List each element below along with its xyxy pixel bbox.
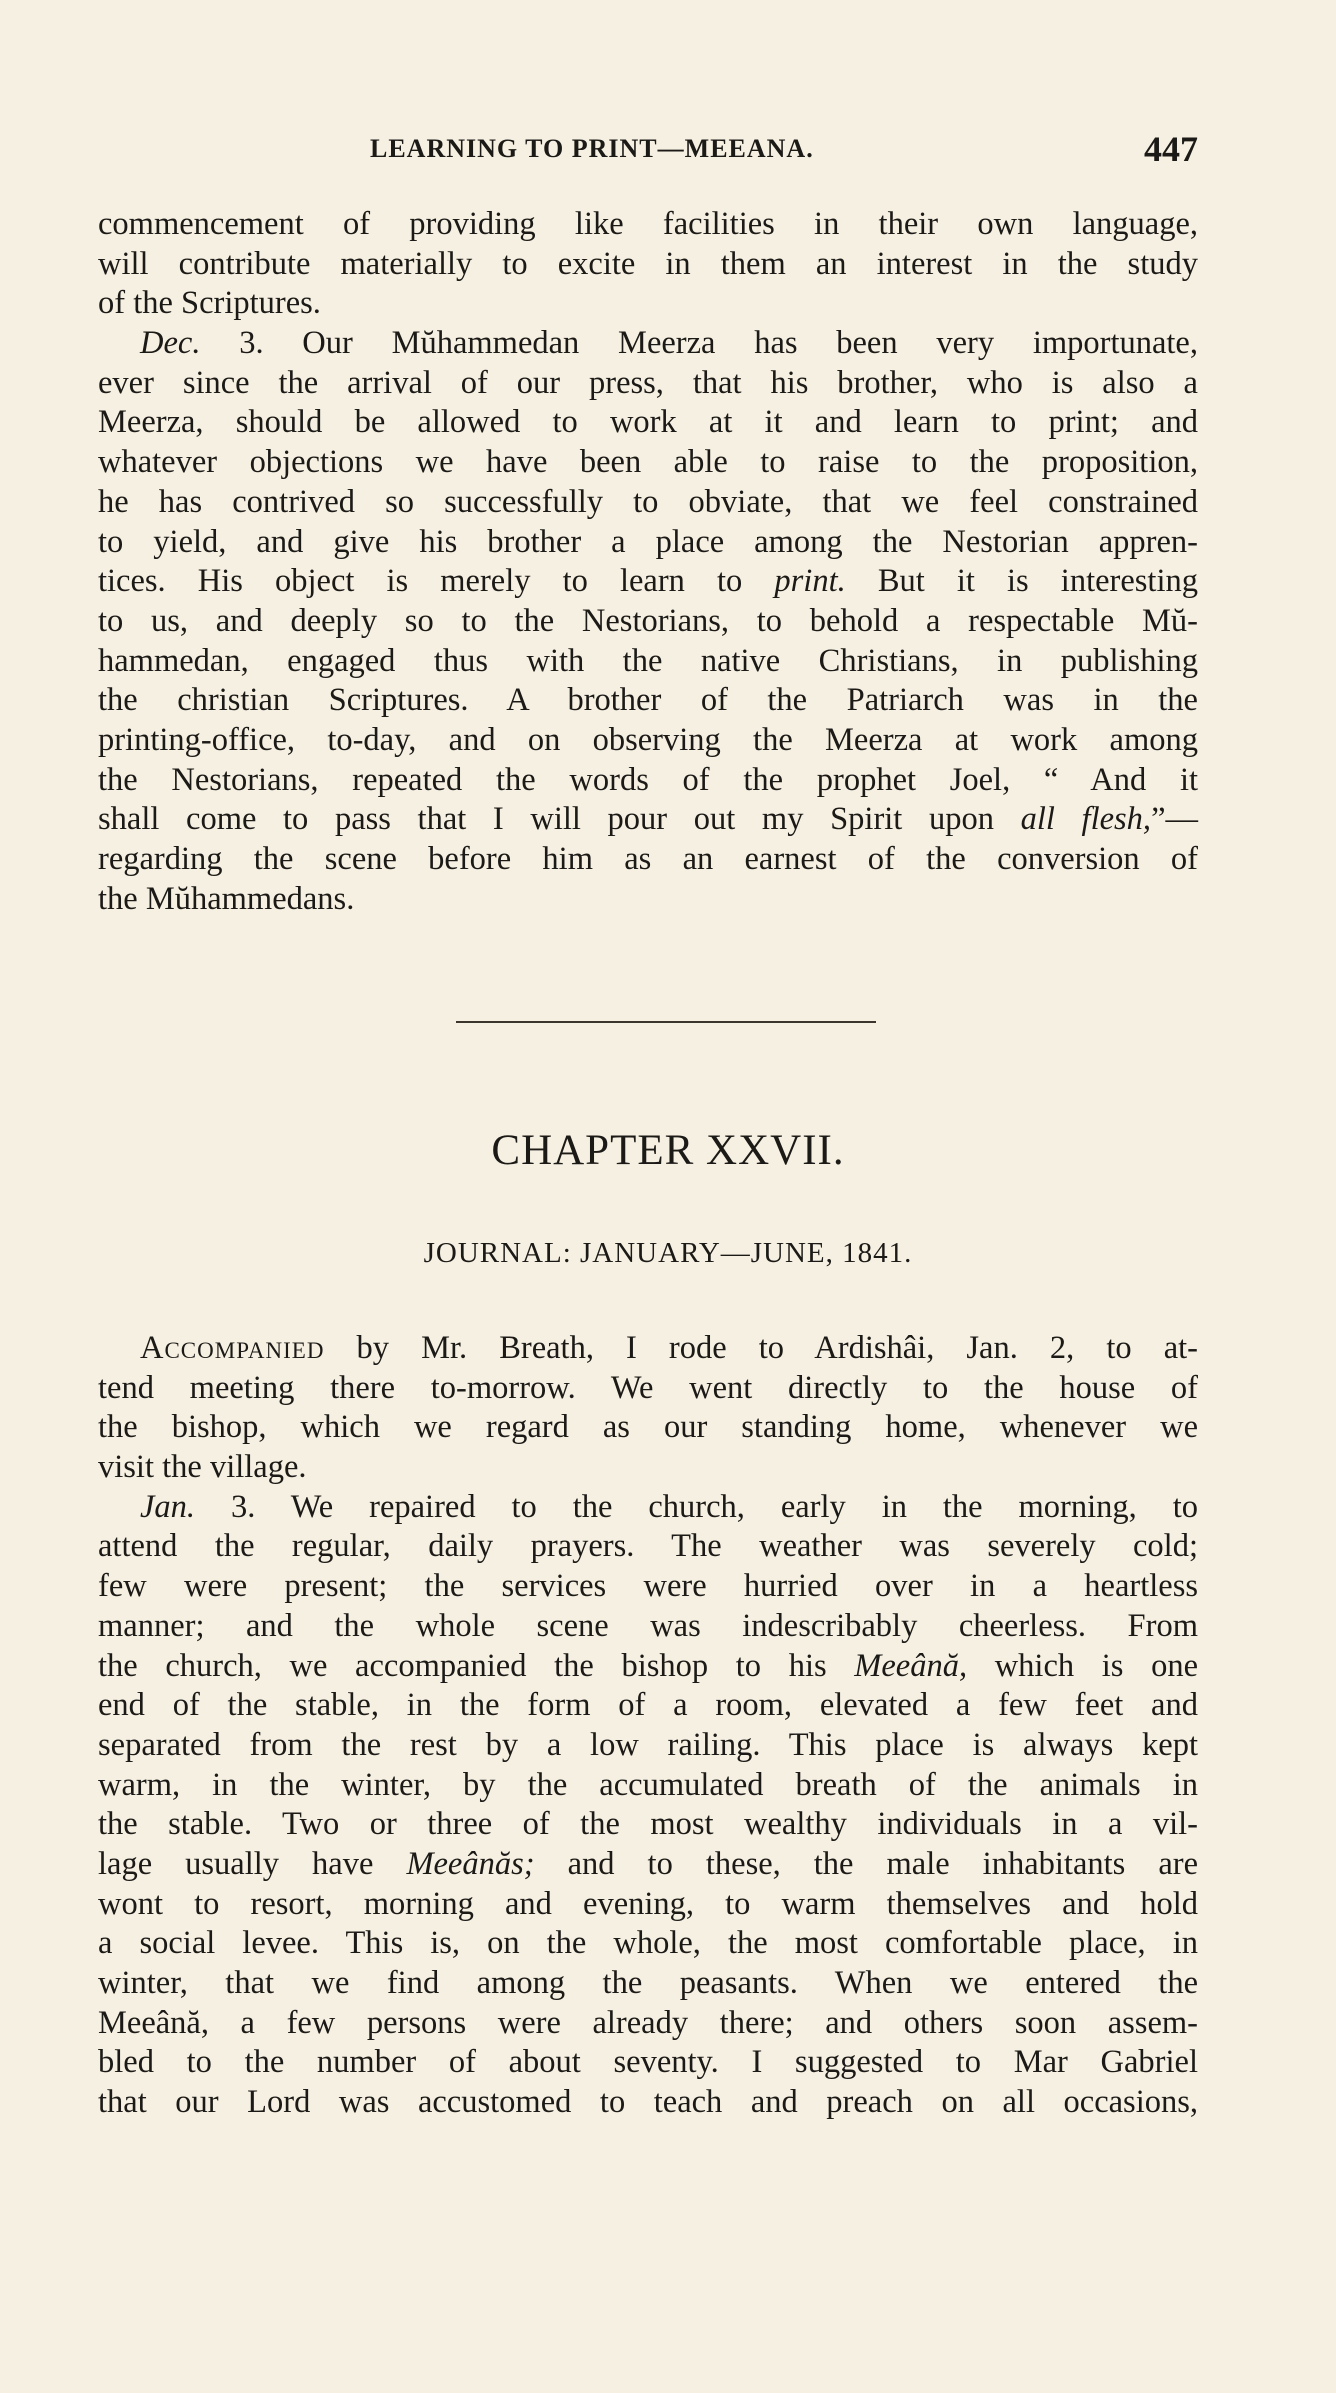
text-run: the church, we accompanied the bishop to his [98,1647,855,1684]
text-run: But it is interesting [845,563,1198,600]
text-line: winter, that we find among the peasants. When we entered the [98,1965,1198,2001]
text-run: and to these, the male inhabitants are [534,1845,1198,1882]
text-line: attend the regular, daily prayers. The weather was severely cold; [98,1528,1198,1565]
text-line-dec-3 [98,324,1198,364]
text-line [98,562,1198,602]
text-line: Meerza, should be allowed to work at it and learn to print; and [98,404,1198,441]
paragraph-block-continuation [98,205,1198,919]
emphasis-meeanas: Meeânăs; [406,1845,535,1882]
text-line: of the Scriptures. [98,285,321,322]
running-title: LEARNING TO PRINT—MEEANA. [370,134,814,163]
text-line: whatever objections we have been able to raise to the proposition, [98,444,1198,481]
date-marker: Dec. [140,325,201,362]
opening-word: Accompanied [140,1330,325,1366]
text-line: Meeână, a few persons were already there; and others soon assem- [98,2004,1198,2041]
text-line: hammedan, engaged thus with the native Christians, in publishing [98,642,1198,679]
text-line: the Nestorians, repeated the words of the prophet Joel, “ And it [98,761,1198,798]
text-line: commencement of providing like facilities in their own language, [98,206,1198,242]
text-line [98,1845,1198,1885]
text-line: the christian Scriptures. A brother of the Patriarch was in the [98,682,1198,719]
text-line: printing-office, to-day, and on observing the Meerza at work among [98,721,1198,758]
text-line: he has contrived so successfully to obviate, that we feel constrained [98,483,1198,520]
running-header [98,128,1198,168]
text-line: ever since the arrival of our press, that his brother, who is also a [98,364,1198,401]
text-line: tend meeting there to-morrow. We went directly to the house of [98,1369,1198,1406]
text-line: end of the stable, in the form of a room, elevated a few feet and [98,1687,1198,1724]
chapter-subtitle: JOURNAL: JANUARY—JUNE, 1841. [423,1237,913,1269]
text-line: warm, in the winter, by the accumulated breath of the animals in [98,1766,1198,1803]
text-line: to yield, and give his brother a place among the Nestorian appren- [98,523,1198,560]
text-line: will contribute materially to excite in them an interest in the study [98,245,1198,282]
text-line: that our Lord was accustomed to teach and preach on all occasions, [98,2084,1198,2121]
text-line: manner; and the whole scene was indescribably cheerless. From [98,1607,1198,1644]
emphasis-print: print. [774,563,846,600]
text-run: 3. We repaired to the church, early in the morning, to [195,1488,1198,1525]
text-line: bled to the number of about seventy. I suggested to Mar Gabriel [98,2044,1198,2081]
text-line: a social levee. This is, on the whole, the most comfortable place, in [98,1925,1198,1962]
page-number: 447 [1144,129,1198,169]
text-line: wont to resort, morning and evening, to warm themselves and hold [98,1885,1198,1922]
emphasis-meeana: Meeână, [854,1647,968,1684]
text-line: to us, and deeply so to the Nestorians, to behold a respectable Mŭ- [98,602,1198,639]
text-run: lage usually have [98,1845,407,1882]
text-run: which is one [967,1647,1199,1684]
text-run: tices. His object is merely to learn to [98,563,775,600]
text-line: the stable. Two or three of the most wealthy individuals in a vil- [98,1806,1198,1843]
text-line: regarding the scene before him as an earnest of the conversion of [98,841,1198,877]
chapter-title: CHAPTER XXVII. [491,1127,845,1174]
emphasis-all-flesh: all flesh, [1020,801,1152,838]
section-divider-rule [456,1021,876,1023]
text-run: ”— [1151,801,1198,838]
text-line-jan-3 [98,1488,1198,1528]
text-line-opening [98,1329,1198,1369]
date-marker: Jan. [140,1488,196,1525]
text-run: by Mr. Breath, I rode to Ardishâi, Jan. 2, to at- [324,1330,1198,1366]
text-line: few were present; the services were hurried over in a heartless [98,1568,1198,1605]
text-run: shall come to pass that I will pour out my Spirit upon [98,801,1021,838]
text-line: the Mŭhammedans. [98,880,355,917]
text-line: separated from the rest by a low railing. This place is always kept [98,1726,1198,1763]
text-line [98,800,1198,840]
text-run: 3. Our Mŭhammedan Meerza has been very importunate, [200,325,1198,362]
text-line: the bishop, which we regard as our standing home, whenever we [98,1409,1198,1446]
paragraph-block-journal [98,1329,1198,2123]
text-line [98,1647,1198,1687]
text-line: visit the village. [98,1449,307,1486]
